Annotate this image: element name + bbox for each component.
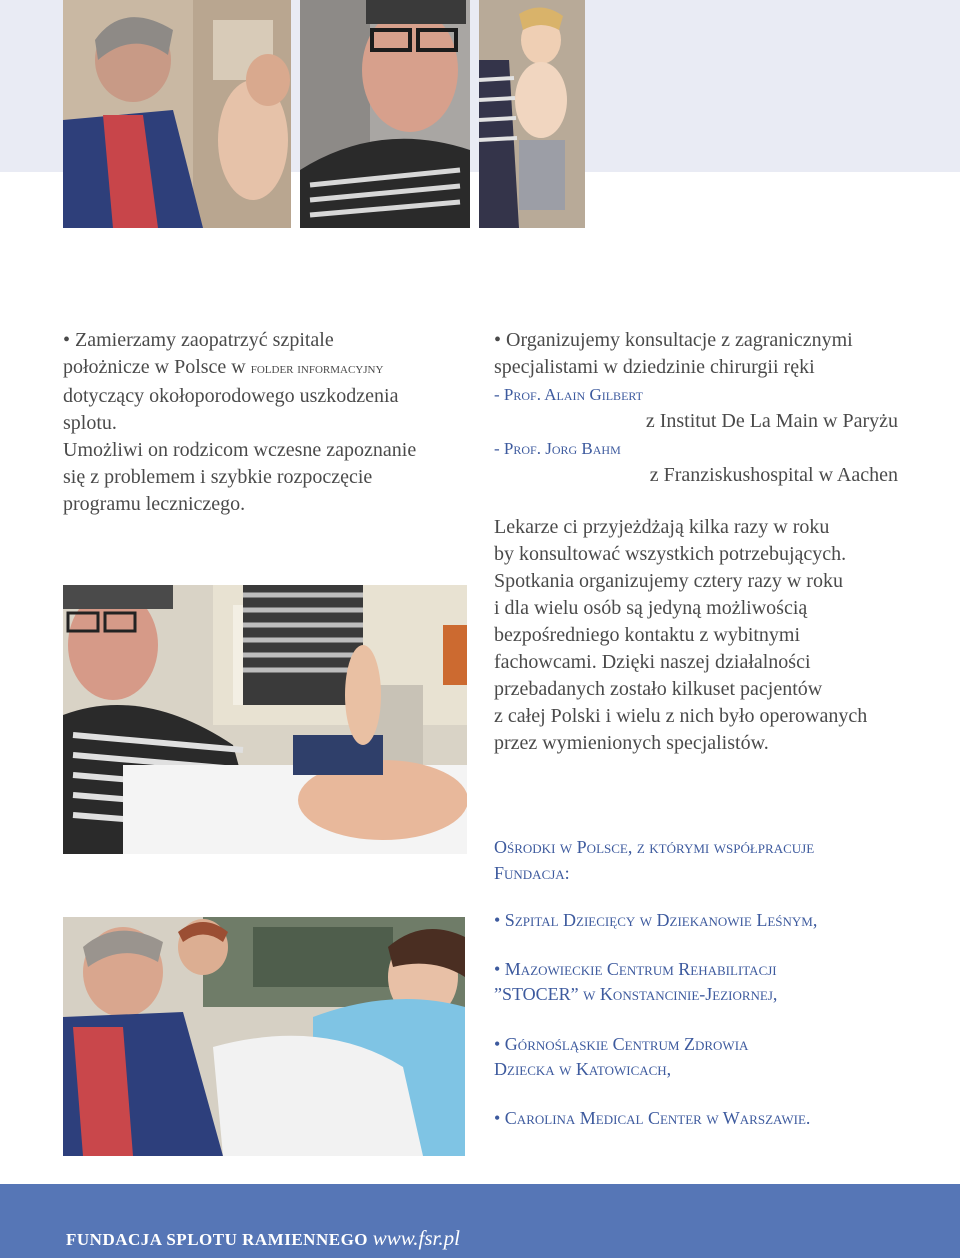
- center-item-carolina: [494, 1106, 914, 1131]
- folder-informacyjny-text: folder informacyjny: [250, 361, 384, 377]
- para-line: przez wymienionych specjalistów.: [494, 732, 769, 754]
- center-item-text: • Szpital Dziecięcy w Dziekanowie Leśnym,: [494, 910, 818, 930]
- para-line: fachowcami. Dzięki naszej działalności: [494, 651, 811, 673]
- para-line: Spotkania organizujemy cztery razy w roku: [494, 570, 843, 592]
- right-info-block: [494, 327, 898, 489]
- consultation-paragraph: [494, 514, 914, 757]
- center-item-text: • Carolina Medical Center w Warszawie.: [494, 1108, 811, 1128]
- footer-org-name: FUNDACJA SPLOTU RAMIENNEGO: [66, 1230, 369, 1249]
- photo-doctor-glasses: [300, 0, 470, 228]
- footer-bar: [0, 1184, 960, 1258]
- centers-heading-line-1: Ośrodki w Polsce, z którymi współpracuje: [494, 837, 815, 857]
- para-line: Lekarze ci przyjeżdżają kilka razy w roku: [494, 516, 830, 538]
- center-item-text: ”STOCER” w Konstancinie-Jeziornej,: [494, 984, 778, 1004]
- centers-heading: [494, 834, 914, 886]
- footer-text: [66, 1226, 460, 1251]
- para-line: i dla wielu osób są jedyną możliwością: [494, 597, 808, 619]
- centers-heading-line-2: Fundacja:: [494, 863, 570, 883]
- para-line: z całej Polski i wielu z nich było operowanych: [494, 705, 868, 727]
- para-line: przebadanych zostało kilkuset pacjentów: [494, 678, 823, 700]
- left-line-2: [63, 354, 473, 383]
- left-line-7: programu leczniczego.: [63, 493, 246, 515]
- photo-doctor-examining-boy: [63, 0, 291, 228]
- para-line: by konsultować wszystkich potrzebujących.: [494, 543, 847, 565]
- prof-bahm-place: z Franziskushospital w Aachen: [649, 464, 898, 486]
- right-line-2: specjalistami w dziedzinie chirurgii ręki: [494, 356, 815, 378]
- left-line-6: się z problemem i szybkie rozpoczęcie: [63, 466, 373, 488]
- prof-gilbert-name: - Prof. Alain Gilbert: [494, 385, 644, 404]
- photo-doctor-with-baby: [63, 585, 467, 854]
- center-item-dziekanow: [494, 908, 914, 933]
- right-line-1: • Organizujemy konsultacje z zagranicznymi: [494, 329, 853, 351]
- prof-gilbert-place: z Institut De La Main w Paryżu: [645, 410, 898, 432]
- left-line-5: Umożliwi on rodzicom wczesne zapoznanie: [63, 439, 417, 461]
- center-item-text: Dziecka w Katowicach,: [494, 1059, 672, 1079]
- center-item-katowice: [494, 1032, 914, 1082]
- left-line-4: splotu.: [63, 412, 117, 434]
- photo-child-held: [479, 0, 585, 228]
- left-line-3: dotyczący okołoporodowego uszkodzenia: [63, 385, 399, 407]
- left-info-block: [63, 327, 473, 518]
- para-line: bezpośredniego kontaktu z wybitnymi: [494, 624, 801, 646]
- prof-bahm-name: - Prof. Jorg Bahm: [494, 439, 621, 458]
- center-item-text: • Mazowieckie Centrum Rehabilitacji: [494, 959, 777, 979]
- photo-doctor-with-mother: [63, 917, 465, 1156]
- center-item-text: • Górnośląskie Centrum Zdrowia: [494, 1034, 749, 1054]
- center-item-stocer: [494, 957, 914, 1007]
- left-line-1: • Zamierzamy zaopatrzyć szpitale: [63, 329, 334, 351]
- left-line-2-text: położnicze w Polsce w: [63, 356, 251, 378]
- footer-url[interactable]: www.fsr.pl: [372, 1226, 460, 1250]
